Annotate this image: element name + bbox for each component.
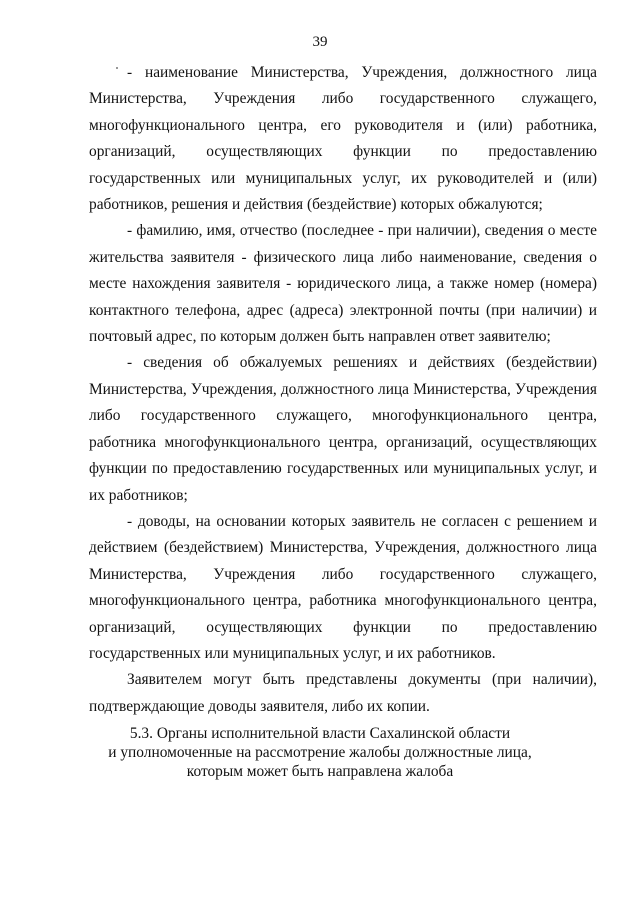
paragraph-appeal-subject: - наименование Министерства, Учреждения, должностного лица Министерства, Учреждения либо государственного служащего, многофункционального центра, его руководителя и (или) работника, организаций, осуществляющих функции по предоставлению государственных или муниципальных услуг, их руководителей и (или) работников, решения и действия (бездействие) которых обжалуются; (89, 64, 597, 214)
page-number: 39 (312, 34, 328, 50)
paragraph-supporting-documents: Заявителем могут быть представлены документы (при наличии), подтверждающие доводы заявителя, либо их копии. (89, 671, 597, 715)
section-heading (0, 724, 640, 781)
section-heading-line-2: и уполномоченные на рассмотрение жалобы должностные лица, (108, 744, 532, 761)
section-heading-line-3: которым может быть направлена жалоба (186, 763, 454, 780)
paragraph-applicant-details: - фамилию, имя, отчество (последнее - при наличии), сведения о месте жительства заявителя - физического лица либо наименование, сведения о месте нахождения заявителя - юридического лица, а также номер (номера) контактного телефона, адрес (адреса) электронной почты (при наличии) и почтовый адрес, по которым должен быть направлен ответ заявителю; (89, 222, 597, 346)
document-body (89, 60, 597, 720)
section-heading-line-1: 5.3. Органы исполнительной власти Сахалинской области (129, 725, 511, 742)
paragraph-arguments: - доводы, на основании которых заявитель не согласен с решением и действием (бездействием) Министерства, Учреждения, должностного лица Министерства, Учреждения либо государственного служащего, многофункционального центра, работника многофункционального центра, организаций, осуществляющих функции по предоставлению государственных или муниципальных услуг, и их работников. (89, 512, 597, 662)
paragraph-appealed-decisions: - сведения об обжалуемых решениях и действиях (бездействии) Министерства, Учреждения, должностного лица Министерства, Учреждения либо государственного служащего, многофункционального центра, работника многофункционального центра, организаций, осуществляющих функции по предоставлению государственных или муниципальных услуг, и их работников; (89, 354, 597, 504)
